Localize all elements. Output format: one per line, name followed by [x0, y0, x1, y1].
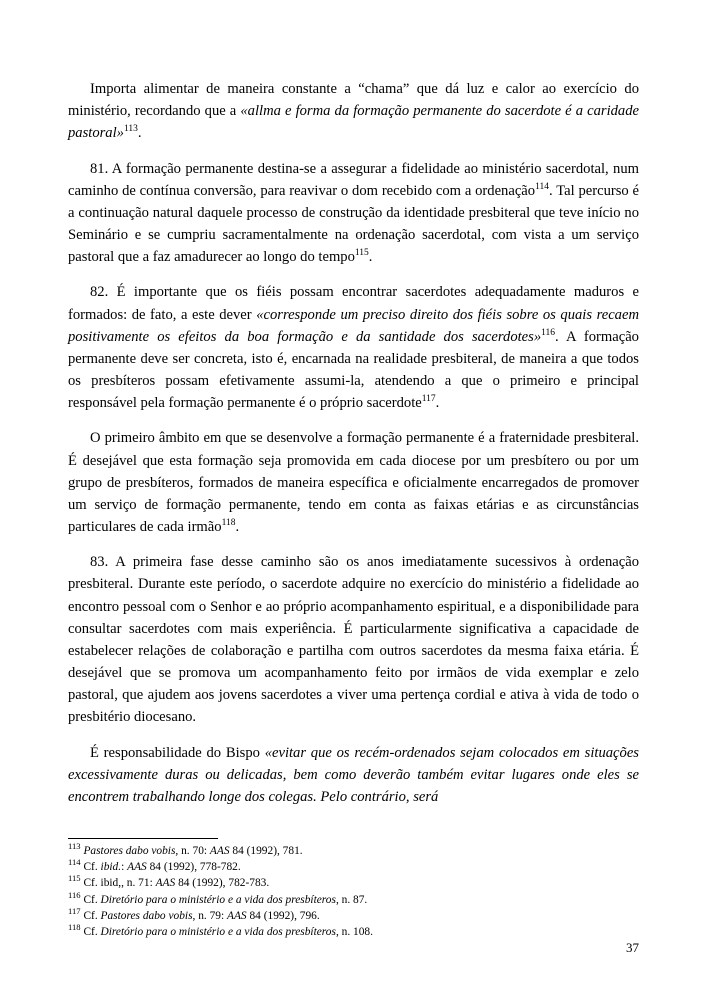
quoted-italic-text: Diretório para o ministério e a vida dos presbíteros [100, 925, 336, 938]
text-run: : [121, 861, 128, 874]
footnote-marker: 115 [68, 873, 81, 884]
paragraph [68, 78, 639, 145]
footnote-reference: 118 [221, 518, 236, 529]
text-run: 84 (1992), 782-783. [175, 877, 270, 890]
text-run: 83. A primeira fase desse caminho são os anos imediatamente sucessivos à ordenação presbiteral. Durante este período, o sacerdote adquire no exercício do ministério a fidelidade ao encontro pessoal com o Senhor e ao próprio acompanhamento espiritual, e a disponibilidade para consultar sacerdotes com mais experiência. É particularmente significativa a capacidade de estabelecer relações de colaboração e partilha com outros sacerdotes da mesma faixa etária. É desejável que se promova um acompanhamento feito por irmãos de vida exemplar e zelo pastoral, que ajudem aos jovens sacerdotes a viver uma pertença cordial e ativa à vida de todo o presbitério diocesano. [68, 554, 639, 726]
footnote-reference: 114 [535, 181, 549, 192]
text-run: O primeiro âmbito em que se desenvolve a formação permanente é a fraternidade presbiteral. É desejável que esta formação seja promovida em cada diocese por um presbítero ou por um grupo de presbíteros, formados de maneira específica e oficialmente encarregados de promover um serviço de formação permanente, tendo em conta as faixas etárias e as circunstâncias particulares de cada irmão [68, 430, 639, 536]
text-run: , n. 108. [335, 925, 373, 938]
footnote-item [68, 924, 639, 940]
text-run: Cf. ibid,, n. 71: [83, 877, 156, 890]
footnote-marker: 116 [68, 889, 81, 900]
quoted-italic-text: AAS [127, 861, 147, 874]
quoted-italic-text: «allma e forma da formação permanente do sacerdote é a caridade pastoral» [68, 103, 640, 142]
footnote-separator-rule [68, 838, 218, 839]
text-run: 84 (1992), 781. [229, 845, 303, 857]
footnote-reference: 117 [421, 394, 436, 405]
paragraph [68, 742, 639, 809]
quoted-italic-text: «evitar que os recém-ordenados sejam colocados em situações excessivamente duras ou delicadas, bem como deverão também evitar lugares onde eles se encontrem trabalhando longe dos colegas. Pelo contrário, será [68, 744, 639, 805]
footnote-item [68, 859, 639, 875]
text-run: . [368, 249, 373, 266]
text-run: Cf. [83, 909, 101, 922]
text-run: . Tal percurso é a continuação natural daquele processo de construção da identidade presbiteral que teve início no Seminário e se cumpriu sacramentalmente na ordenação sacerdotal, com vista a um serviço pastoral que a faz amadurecer ao longo do tempo [68, 182, 640, 266]
quoted-italic-text: AAS [209, 845, 230, 857]
footnote-reference: 115 [354, 248, 369, 259]
text-run: É responsabilidade do Bispo [90, 744, 265, 761]
paragraph [68, 551, 639, 728]
quoted-italic-text: ibid. [100, 861, 122, 874]
paragraph [68, 281, 639, 414]
text-run: Importa alimentar de maneira constante a “chama” que dá luz e calor ao exercício do ministério, recordando que a [68, 81, 639, 120]
text-run: . A formação permanente deve ser concreta, isto é, encarnada na realidade presbiteral, de maneira a que todos os presbíteros possam efetivamente assumi-la, atendendo a que o primeiro e principal responsável pela formação permanente é o próprio sacerdote [68, 328, 639, 412]
text-run: 84 (1992), 796. [246, 909, 320, 922]
quoted-italic-text: Pastores dabo vobis [100, 909, 193, 922]
footnote-marker: 114 [68, 857, 81, 868]
text-run: 82. É importante que os fiéis possam encontrar sacerdotes adequadamente maduros e formados: de fato, a este dever [68, 284, 639, 323]
text-run: 81. A formação permanente destina-se a assegurar a fidelidade ao ministério sacerdotal, num caminho de contínua conversão, para reavivar o dom recebido com a ordenação [68, 160, 639, 199]
footnote-reference: 113 [123, 124, 138, 135]
footnote-marker: 117 [68, 905, 81, 916]
quoted-italic-text: AAS [155, 877, 176, 890]
text-run: 84 (1992), 778-782. [146, 861, 241, 874]
footnote-list [68, 843, 639, 940]
quoted-italic-text: Pastores dabo vobis [83, 845, 176, 857]
footnote-reference: 116 [541, 327, 556, 338]
text-run: . [435, 395, 440, 412]
footnote-marker: 113 [68, 841, 81, 852]
footnote-marker: 118 [68, 922, 81, 933]
text-run: Cf. [83, 861, 101, 874]
quoted-italic-text: Diretório para o ministério e a vida dos presbíteros [100, 893, 336, 906]
text-run: Cf. [83, 925, 101, 938]
footnote-item [68, 843, 639, 859]
body-text-column [68, 78, 639, 808]
quoted-italic-text: AAS [227, 909, 247, 922]
footnote-item [68, 889, 639, 908]
text-run: , n. 70: [175, 845, 210, 857]
footnote-area [68, 838, 639, 940]
text-run: , n. 87. [335, 893, 368, 906]
page-number: 37 [626, 940, 639, 955]
text-run: , n. 79: [192, 909, 227, 922]
paragraph [68, 158, 639, 269]
text-run: Cf. [83, 893, 101, 906]
footnote-item [68, 905, 639, 924]
text-run: . [235, 519, 240, 536]
text-run: . [137, 125, 142, 142]
footnote-item [68, 875, 639, 891]
paragraph [68, 427, 639, 538]
quoted-italic-text: «corresponde um preciso direito dos fiéis sobre os quais recaem positivamente os efeitos da boa formação e da santidade dos sacerdotes» [68, 306, 639, 345]
